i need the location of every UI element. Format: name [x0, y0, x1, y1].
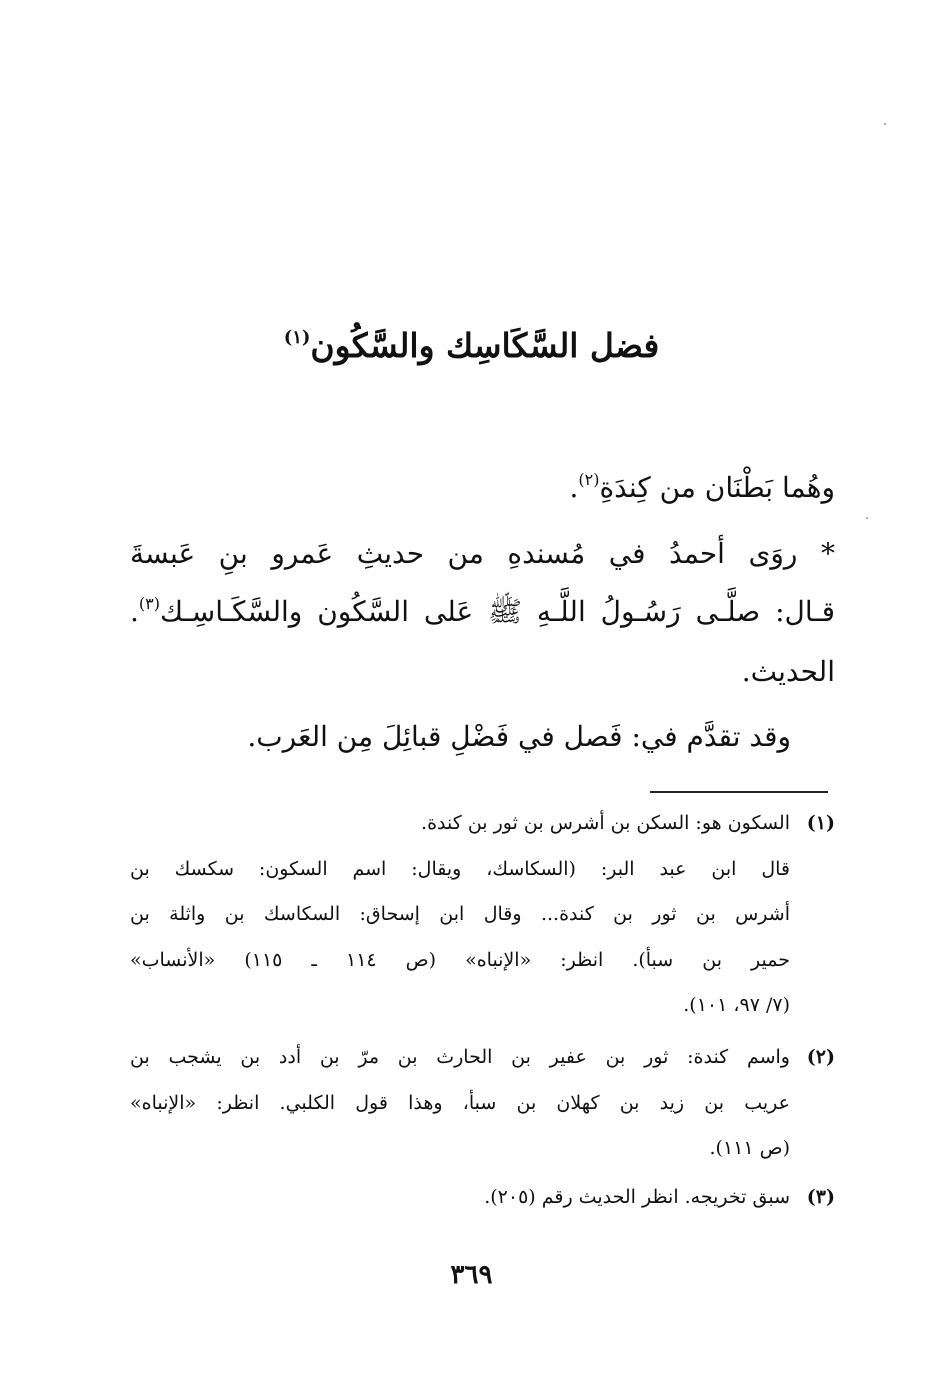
footnote-separator: [650, 791, 828, 793]
page-number: ٣٦٩: [450, 1260, 493, 1290]
footnote-1-line: قال ابن عبد البر: (السكاسك، ويقال: اسم السكون: سكسك بن: [130, 858, 790, 880]
footnote-3-number: (٣): [806, 1186, 835, 1208]
cross-reference-text: وقد تقدَّم في: فَصل في فَضْلِ قبائِلَ مِن العَرب.: [247, 720, 791, 753]
body-line-1-end: .: [569, 471, 579, 504]
body-line-1: [130, 470, 835, 505]
footnote-3-line: سبق تخريجه. انظر الحديث رقم (٢٠٥).: [484, 1186, 790, 1208]
footnote-ref-3: (٣): [138, 594, 160, 613]
footnote-1-line: السكون هو: السكن بن أشرس بن ثور بن كندة.: [421, 812, 790, 834]
footnote-2-line: (ص ١١١).: [709, 1137, 790, 1159]
scan-speck: [884, 123, 886, 125]
footnote-2-number: (٢): [806, 1046, 835, 1068]
body-line-1-text: وهُما بَطْنَان من كِندَةِ: [599, 471, 835, 504]
cross-reference-line: [131, 720, 791, 754]
hadith-line-2-end: .: [130, 595, 139, 628]
footnote-2-line: عريب بن زيد بن كهلان بن سبأ، وهذا قول الكلبي. انظر: «الإنباه»: [130, 1092, 790, 1114]
footnote-2-line: واسم كندة: ثور بن عفير بن الحارث بن مرّ بن أدد بن يشجب بن: [130, 1046, 790, 1068]
footnote-1-line: (٧/ ٩٧، ١٠١).: [683, 994, 790, 1016]
hadith-line-2-text: قـال: صلَّـى رَسُـولُ اللَّـهِ ﷺ عَلى السَّكُون والسَّكَـاسِـك: [160, 595, 835, 628]
hadith-line-1-text: * روَى أحمدُ في مُسندهِ من حديثِ عَمرو بنِ عَبسةَ: [130, 537, 835, 570]
hadith-line-1: [130, 537, 835, 571]
hadith-line-2: [130, 594, 835, 629]
scan-speck: [866, 517, 868, 519]
footnote-1-line: أشرس بن ثور بن كندة... وقال ابن إسحاق: السكاسك بن واثلة بن: [130, 903, 790, 925]
footnote-1-number: (١): [806, 812, 835, 834]
hadith-line-3: [130, 655, 835, 689]
chapter-title-text: فضل السَّكَاسِك والسَّكُون: [310, 326, 660, 365]
chapter-title-footnote-ref: (١): [283, 327, 311, 348]
chapter-title: [0, 326, 943, 366]
hadith-line-3-text: الحديث.: [741, 655, 835, 688]
footnote-1-line: حمير بن سبأ). انظر: «الإنباه» (ص ١١٤ ـ ١١٥) «الأنساب»: [130, 949, 790, 971]
footnote-ref-2: (٢): [578, 470, 600, 489]
